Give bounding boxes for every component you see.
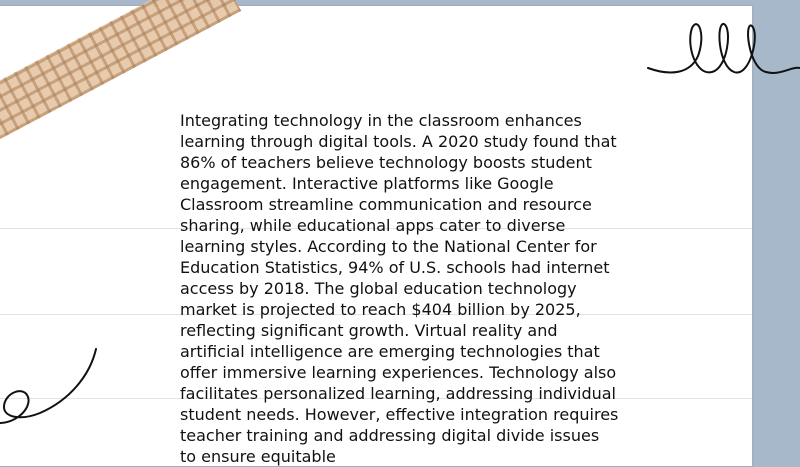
body-paragraph: Integrating technology in the classroom enhances learning through digital tools. A 2020 study found that 86% of teachers believe technology boosts student engagement. Interactive platforms like Google Classroom streamline communication and resource sharing, while educational apps cater to diverse learning styles. According to the National Center for Education Statistics, 94% of U.S. schools had internet access by 2018. The global education technology market is projected to reach $404 billion by 2025, reflecting significant growth. Virtual reality and artificial intelligence are emerging technologies that offer immersive learning experiences. Technology also facilitates personalized learning, addressing individual student needs. However, effective integration requires teacher training and addressing digital divide issues to ensure equitable [180,111,619,466]
loop-doodle-icon [640,6,800,86]
swirl-doodle-icon [0,345,110,430]
